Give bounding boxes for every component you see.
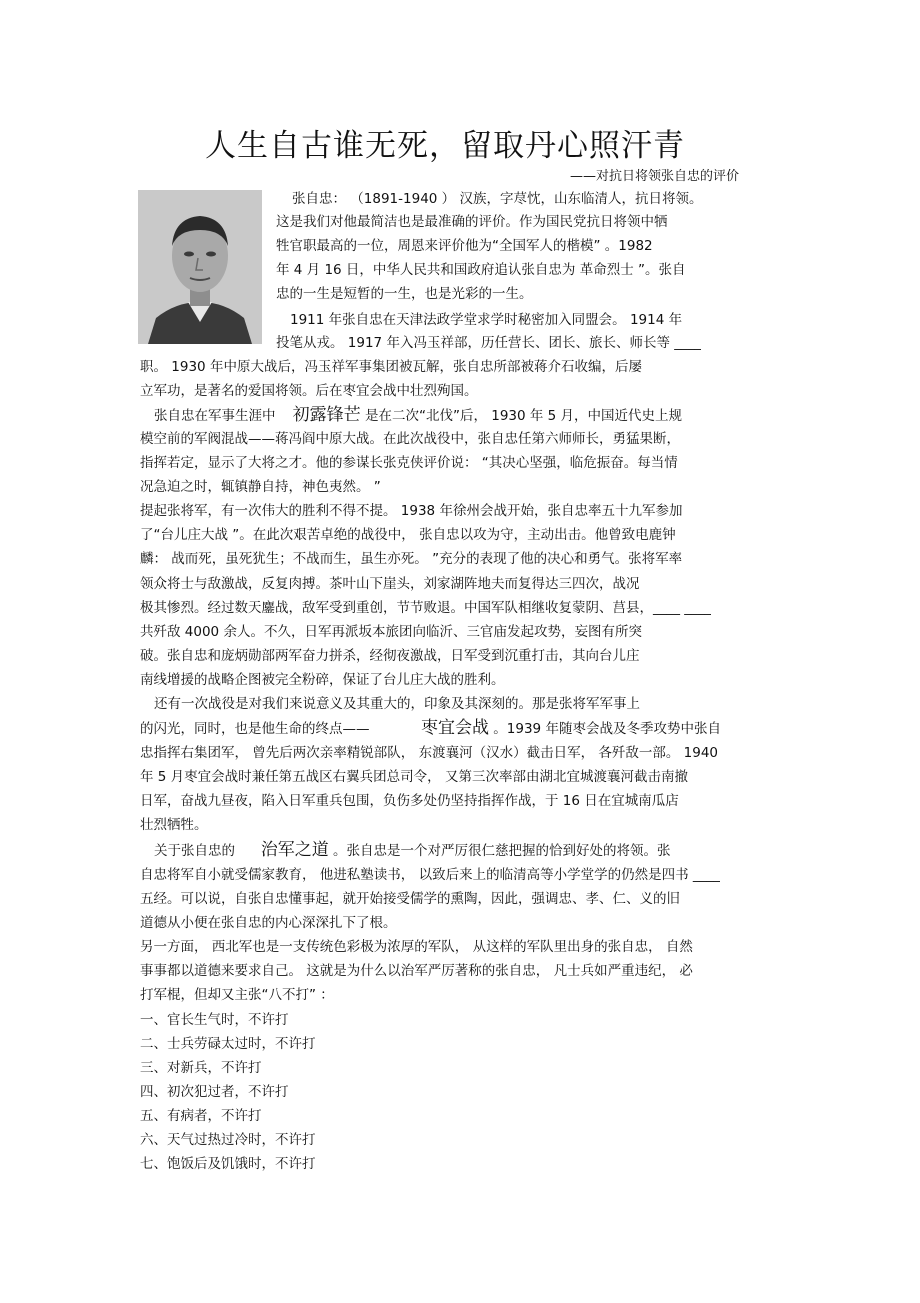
para4-line: 事事都以道德来要求自己。 这就是为什么以治军严厉著称的张自忠， 凡士兵如严重违纪， 必: [140, 963, 693, 979]
para4-line: 五经。可以说，自张自忠懂事起，就开始接受儒学的熏陶，因此，强调忠、孝、仁、义的旧: [140, 891, 680, 907]
para4-highlight: 治军之道: [260, 840, 329, 860]
para3-first-line: [140, 718, 721, 739]
portrait-photo: [138, 190, 262, 344]
para1-line: 职。 1930 年中原大战后，冯玉祥军事集团被瓦解，张自忠所部被蒋介石收编，后屡: [140, 359, 642, 375]
para4-line: 道德从小便在张自忠的内心深深扎下了根。: [140, 915, 397, 931]
para2-line: 破。张自忠和庞炳勋部两军奋力拼杀，经彻夜激战，日军受到沉重打击，其向台儿庄: [140, 648, 640, 664]
para2-line: 况急迫之时，辄镇静自持，神色夷然。 ”: [140, 479, 381, 495]
list-item: 三、对新兵，不许打: [140, 1060, 262, 1076]
para2-rest: 是在二次“北伐”后， 1930 年 5 月，中国近代史上规: [360, 408, 683, 424]
list-item: 六、天气过热过冷时，不许打: [140, 1132, 316, 1148]
para3-line: 还有一次战役是对我们来说意义及其重大的，印象及其深刻的。那是张将军军事上: [154, 696, 640, 712]
para2-line: 麟： 战而死，虽死犹生；不战而生，虽生亦死。 ”充分的表现了他的决心和勇气。张将军率: [140, 551, 683, 567]
para4-line: 自忠将军自小就受儒家教育， 他进私塾读书， 以致后来上的临清高等小学堂学的仍然是四书 ____: [140, 867, 720, 883]
para3-line: 日军，奋战九昼夜，陷入日军重兵包围，负伤多处仍坚持指挥作战，于 16 日在宜城南瓜店: [140, 793, 679, 809]
para2-line: 共歼敌 4000 余人。不久，日军再派坂本旅团向临沂、三官庙发起攻势，妄图有所突: [140, 624, 642, 640]
para1-line: 立军功，是著名的爱国将领。后在枣宜会战中壮烈殉国。: [140, 383, 478, 399]
intro-line: 年 4 月 16 日，中华人民共和国政府追认张自忠为 革命烈士 ”。张自: [276, 262, 686, 278]
para4-rest: 。张自忠是一个对严厉很仁慈把握的恰到好处的将领。张: [328, 843, 671, 859]
intro-line: 这是我们对他最简洁也是最准确的评价。作为国民党抗日将领中牺: [276, 214, 668, 230]
para4-first-line: [154, 840, 671, 861]
document-title: 人生自古谁无死，留取丹心照汗青: [205, 128, 685, 164]
para4-line: 打军棍，但却又主张“八不打” ：: [140, 987, 334, 1003]
intro-line: 1911 年张自忠在天津法政学堂求学时秘密加入同盟会。 1914 年: [290, 312, 683, 328]
document-subtitle: ——对抗日将领张自忠的评价: [570, 169, 740, 184]
para2-highlight: 初露锋芒: [292, 405, 361, 425]
list-item: 一、官长生气时，不许打: [140, 1012, 289, 1028]
para2-line: 指挥若定，显示了大将之才。他的参谋长张克侠评价说： “其决心坚强，临危振奋。每当情: [140, 455, 678, 471]
para2-first-line: [154, 405, 682, 426]
portrait-photo-icon: [138, 190, 262, 344]
para2-line: 领众将士与敌激战，反复肉搏。茶叶山下崖头，刘家湖阵地夫而复得达三四次，战况: [140, 576, 640, 592]
list-item: 四、初次犯过者，不许打: [140, 1084, 289, 1100]
para2-line: 模空前的军阀混战——蒋冯阎中原大战。在此次战役中，张自忠任第六师师长，勇猛果断，: [140, 431, 680, 447]
intro-line: 牲官职最高的一位，周恩来评价他为“全国军人的楷模” 。1982: [276, 238, 653, 254]
list-item: 二、士兵劳碌太过时，不许打: [140, 1036, 316, 1052]
para2-line: 极其惨烈。经过数天鏖战，敌军受到重创，节节败退。中国军队相继收复蒙阴、莒县，____ ____: [140, 600, 712, 616]
para3-highlight: 枣宜会战: [421, 718, 489, 738]
intro-line: 忠的一生是短暂的一生，也是光彩的一生。: [276, 286, 533, 302]
list-item: 七、饱饭后及饥饿时，不许打: [140, 1156, 316, 1172]
para3-line: 壮烈牺牲。: [140, 817, 208, 833]
para3-lead: 的闪光，同时，也是他生命的终点——: [140, 721, 370, 737]
para3-line: 年 5 月枣宜会战时兼任第五战区右翼兵团总司令， 又第三次率部由湖北宜城渡襄河截击南撤: [140, 769, 688, 785]
intro-line: 张自忠： （1891-1940 ） 汉族，字荩忱，山东临清人，抗日将领。: [292, 191, 703, 207]
para2-line: 提起张将军，有一次伟大的胜利不得不提。 1938 年徐州会战开始，张自忠率五十九军参加: [140, 503, 683, 519]
intro-line: 投笔从戎。 1917 年入冯玉祥部，历任营长、团长、旅长、师长等 ____: [276, 335, 702, 351]
para3-line: 忠指挥右集团军， 曾先后两次亲率精锐部队， 东渡襄河（汉水）截击日军， 各歼敌一部。 1940: [140, 745, 719, 761]
para2-line: 南线增援的战略企图被完全粉碎，保证了台儿庄大战的胜利。: [140, 672, 505, 688]
para2-line: 了“台儿庄大战 ”。在此次艰苦卓绝的战役中， 张自忠以攻为守，主动出击。他曾致电鹿钟: [140, 527, 676, 543]
list-item: 五、有病者，不许打: [140, 1108, 262, 1124]
para4-line: 另一方面， 西北军也是一支传统色彩极为浓厚的军队， 从这样的军队里出身的张自忠， 自然: [140, 939, 693, 955]
para3-rest: 。1939 年随枣会战及冬季攻势中张自: [489, 721, 721, 737]
para2-lead: 张自忠在军事生涯中: [154, 408, 276, 424]
para4-lead: 关于张自忠的: [154, 843, 235, 859]
